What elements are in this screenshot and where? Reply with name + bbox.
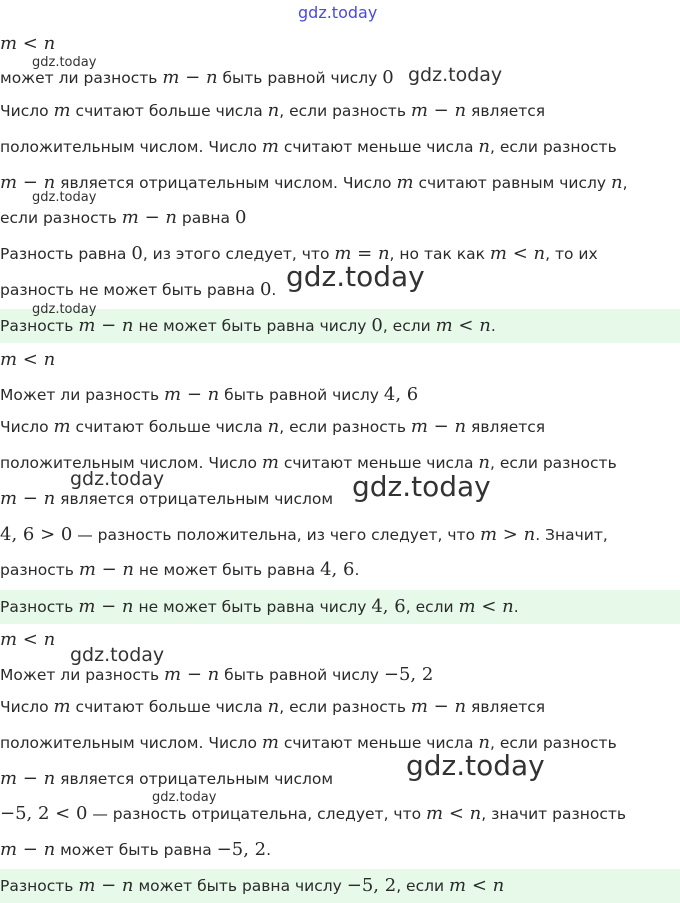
s3-def-2: положительным числом. Число m считают меньше числа n, если разность [0, 732, 617, 753]
s1-condition: m < n [0, 33, 56, 54]
watermark: gdz.today [352, 470, 491, 503]
s3-question: Может ли разность m − n быть равной числу −5, 2 [0, 664, 434, 685]
s3-condition: m < n [0, 629, 56, 650]
watermark-top: gdz.today [298, 3, 378, 22]
s1-question: может ли разность m − n быть равной числу 0 [0, 67, 394, 88]
watermark: gdz.today [32, 190, 97, 205]
s1-reason-1: Разность равна 0, из этого следует, что m = n, но так как m < n, то их [0, 243, 598, 264]
s2-def-3: m − n является отрицательным числом [0, 488, 334, 509]
s2-def-1: Число m считают больше числа n, если разность m − n является [0, 416, 546, 437]
s3-def-1: Число m считают больше числа n, если разность m − n является [0, 696, 546, 717]
s1-answer: Разность m − n не может быть равна числу 0, если m < n. [0, 315, 496, 336]
s3-def-3: m − n является отрицательным числом [0, 768, 334, 789]
s2-condition: m < n [0, 349, 56, 370]
s3-reason-2: m − n может быть равна −5, 2. [0, 839, 272, 860]
watermark: gdz.today [70, 644, 165, 666]
s1-def-3: m − n является отрицательным числом. Число m считают равным числу n, [0, 172, 628, 193]
s2-question: Может ли разность m − n быть равной числу 4, 6 [0, 384, 419, 405]
s2-reason-1: 4, 6 > 0 — разность положительна, из чего следует, что m > n. Значит, [0, 524, 608, 545]
watermark: gdz.today [152, 790, 217, 805]
s1-def-1: Число m считают больше числа n, если разность m − n является [0, 100, 546, 121]
watermark: gdz.today [286, 260, 425, 293]
s2-def-2: положительным числом. Число m считают меньше числа n, если разность [0, 452, 617, 473]
watermark: gdz.today [408, 64, 503, 86]
s2-answer: Разность m − n не может быть равна числу 4, 6, если m < n. [0, 596, 519, 617]
watermark: gdz.today [32, 302, 97, 317]
s2-reason-2: разность m − n не может быть равна 4, 6. [0, 559, 360, 580]
s1-reason-2: разность не может быть равна 0. [0, 279, 277, 300]
s1-def-2: положительным числом. Число m считают меньше числа n, если разность [0, 136, 617, 157]
watermark: gdz.today [70, 468, 165, 490]
watermark: gdz.today [406, 749, 545, 782]
s3-reason-1: −5, 2 < 0 — разность отрицательна, следует, что m < n, значит разность [0, 803, 627, 824]
watermark: gdz.today [32, 55, 97, 70]
s3-answer: Разность m − n может быть равна числу −5, 2, если m < n [0, 875, 505, 896]
s1-def-4: если разность m − n равна 0 [0, 207, 247, 228]
